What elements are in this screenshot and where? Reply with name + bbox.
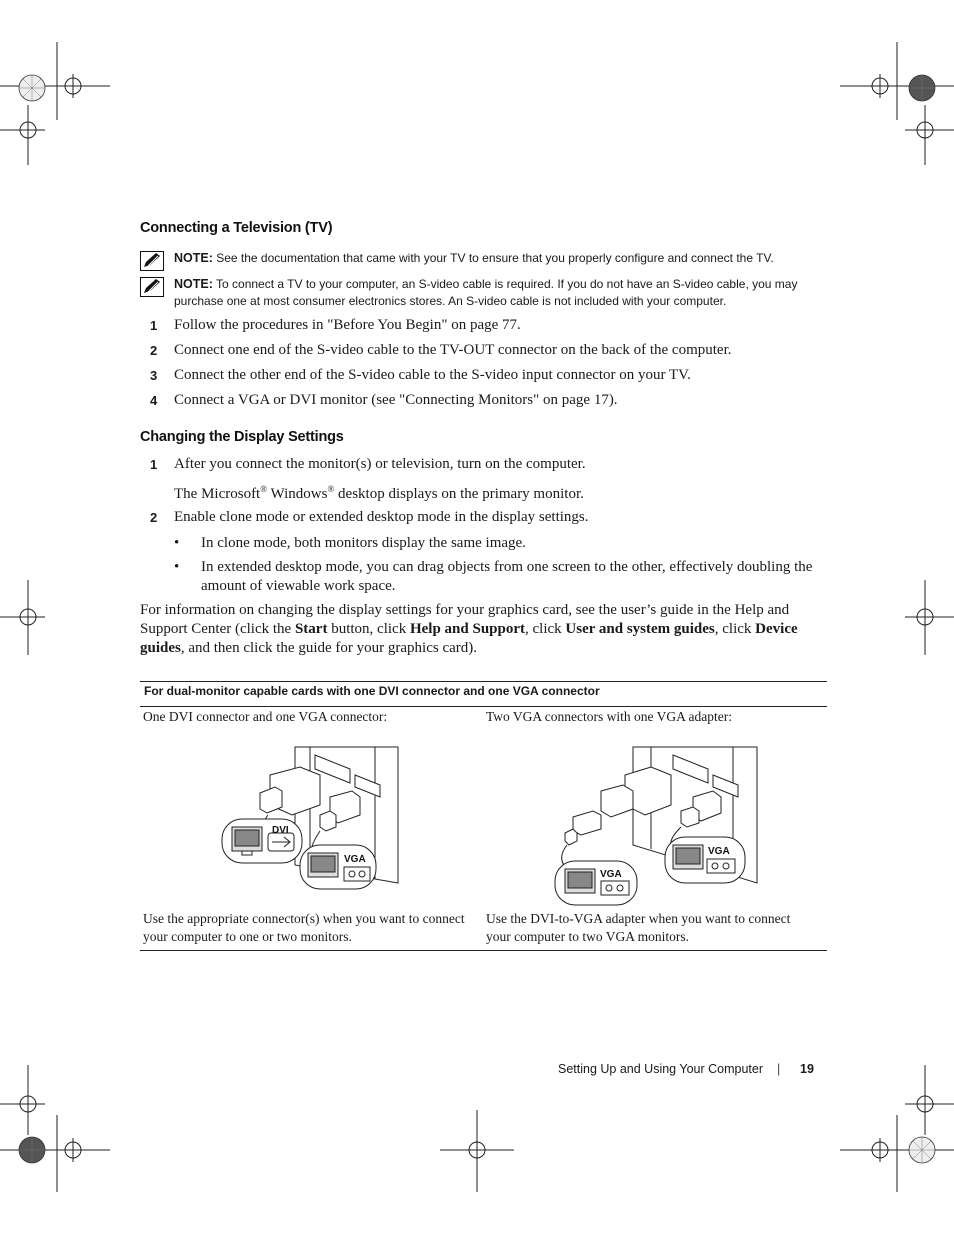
info-bold-start: Start bbox=[294, 621, 328, 637]
step-text: Connect one end of the S-video cable to the TV-OUT connector on the back of the computer. bbox=[174, 342, 732, 358]
bullet-text: In clone mode, both monitors display the same image. bbox=[201, 535, 526, 551]
table-desc-right: Use the DVI-to-VGA adapter when you want to connect your computer to two VGA monitors. bbox=[486, 911, 791, 944]
step-text: Connect the other end of the S-video cable to the S-video input connector on your TV. bbox=[174, 367, 691, 383]
note-pencil-icon bbox=[140, 277, 164, 297]
note-label: NOTE: bbox=[174, 277, 213, 291]
footer-title: Setting Up and Using Your Computer bbox=[558, 1062, 763, 1076]
vga-badge-label: VGA bbox=[600, 869, 622, 880]
table-top-rule bbox=[140, 681, 827, 682]
step-number: 3 bbox=[150, 368, 158, 383]
step-number: 1 bbox=[150, 318, 158, 333]
table-header-rule bbox=[140, 706, 827, 707]
info-text: button, click bbox=[327, 621, 410, 637]
note-text: See the documentation that came with your TV to ensure that you properly configure and connect the TV. bbox=[216, 251, 774, 265]
step-text: Connect a VGA or DVI monitor (see "Connecting Monitors" on page 17). bbox=[174, 392, 618, 408]
step-number: 4 bbox=[150, 393, 158, 408]
info-text: , click bbox=[525, 621, 566, 637]
step-text: Enable clone mode or extended desktop mode in the display settings. bbox=[174, 509, 589, 525]
info-bold-help-support: Help and Support bbox=[409, 621, 526, 637]
note-label: NOTE: bbox=[174, 251, 213, 265]
step-number: 1 bbox=[150, 457, 158, 472]
table-bottom-rule bbox=[140, 950, 827, 951]
table-caption-left: One DVI connector and one VGA connector: bbox=[143, 709, 388, 724]
dual-vga-adapter-illustration bbox=[553, 745, 759, 907]
step-text: After you connect the monitor(s) or television, turn on the computer. bbox=[174, 456, 586, 472]
step-detail bbox=[174, 480, 824, 504]
note-documentation bbox=[140, 250, 810, 270]
step-detail-text: The Microsoft bbox=[174, 486, 261, 502]
info-text: For information on changing the display settings for your graphics card, see the user’s guide in the Help and Support Center (click the bbox=[140, 602, 790, 637]
section-heading-display-settings: Changing the Display Settings bbox=[140, 429, 344, 445]
page-number: 19 bbox=[800, 1062, 814, 1076]
note-text: To connect a TV to your computer, an S-video cable is required. If you do not have an S-video cable, you may purchase one at most consumer electronics stores. An S-video cable is not included with your computer. bbox=[174, 277, 798, 308]
step-number: 2 bbox=[150, 343, 158, 358]
vga-badge-label: VGA bbox=[344, 854, 366, 865]
info-paragraph bbox=[140, 601, 820, 658]
step-number: 2 bbox=[150, 510, 158, 525]
table-header: For dual-monitor capable cards with one DVI connector and one VGA connector bbox=[144, 684, 600, 698]
info-bold-device-guides: Device guides bbox=[140, 621, 798, 656]
footer-separator: | bbox=[777, 1062, 781, 1076]
registered-mark: ® bbox=[327, 484, 335, 494]
bullet-dot: • bbox=[174, 559, 180, 575]
step-detail-text: Windows bbox=[267, 486, 328, 502]
registered-mark: ® bbox=[260, 484, 268, 494]
step-detail-text: desktop displays on the primary monitor. bbox=[334, 486, 584, 502]
info-text: , click bbox=[714, 621, 756, 637]
table-caption-right: Two VGA connectors with one VGA adapter: bbox=[486, 709, 733, 724]
dvi-vga-connection-illustration bbox=[220, 745, 400, 895]
info-text: , and then click the guide for your graphics card). bbox=[180, 640, 477, 656]
note-svideo-cable bbox=[140, 276, 810, 312]
info-bold-user-guides: User and system guides bbox=[565, 621, 715, 637]
table-desc-left: Use the appropriate connector(s) when you want to connect your computer to one or two monitors. bbox=[143, 911, 465, 944]
bullet-text: In extended desktop mode, you can drag objects from one screen to the other, effectively doubling the amount of viewable work space. bbox=[201, 559, 813, 594]
bullet-dot: • bbox=[174, 535, 180, 551]
section-heading-television: Connecting a Television (TV) bbox=[140, 220, 333, 236]
dvi-badge-label: DVI bbox=[272, 825, 289, 836]
vga-badge-label: VGA bbox=[708, 846, 730, 857]
note-pencil-icon bbox=[140, 251, 164, 271]
step-text: Follow the procedures in "Before You Begin" on page 77. bbox=[174, 317, 521, 333]
